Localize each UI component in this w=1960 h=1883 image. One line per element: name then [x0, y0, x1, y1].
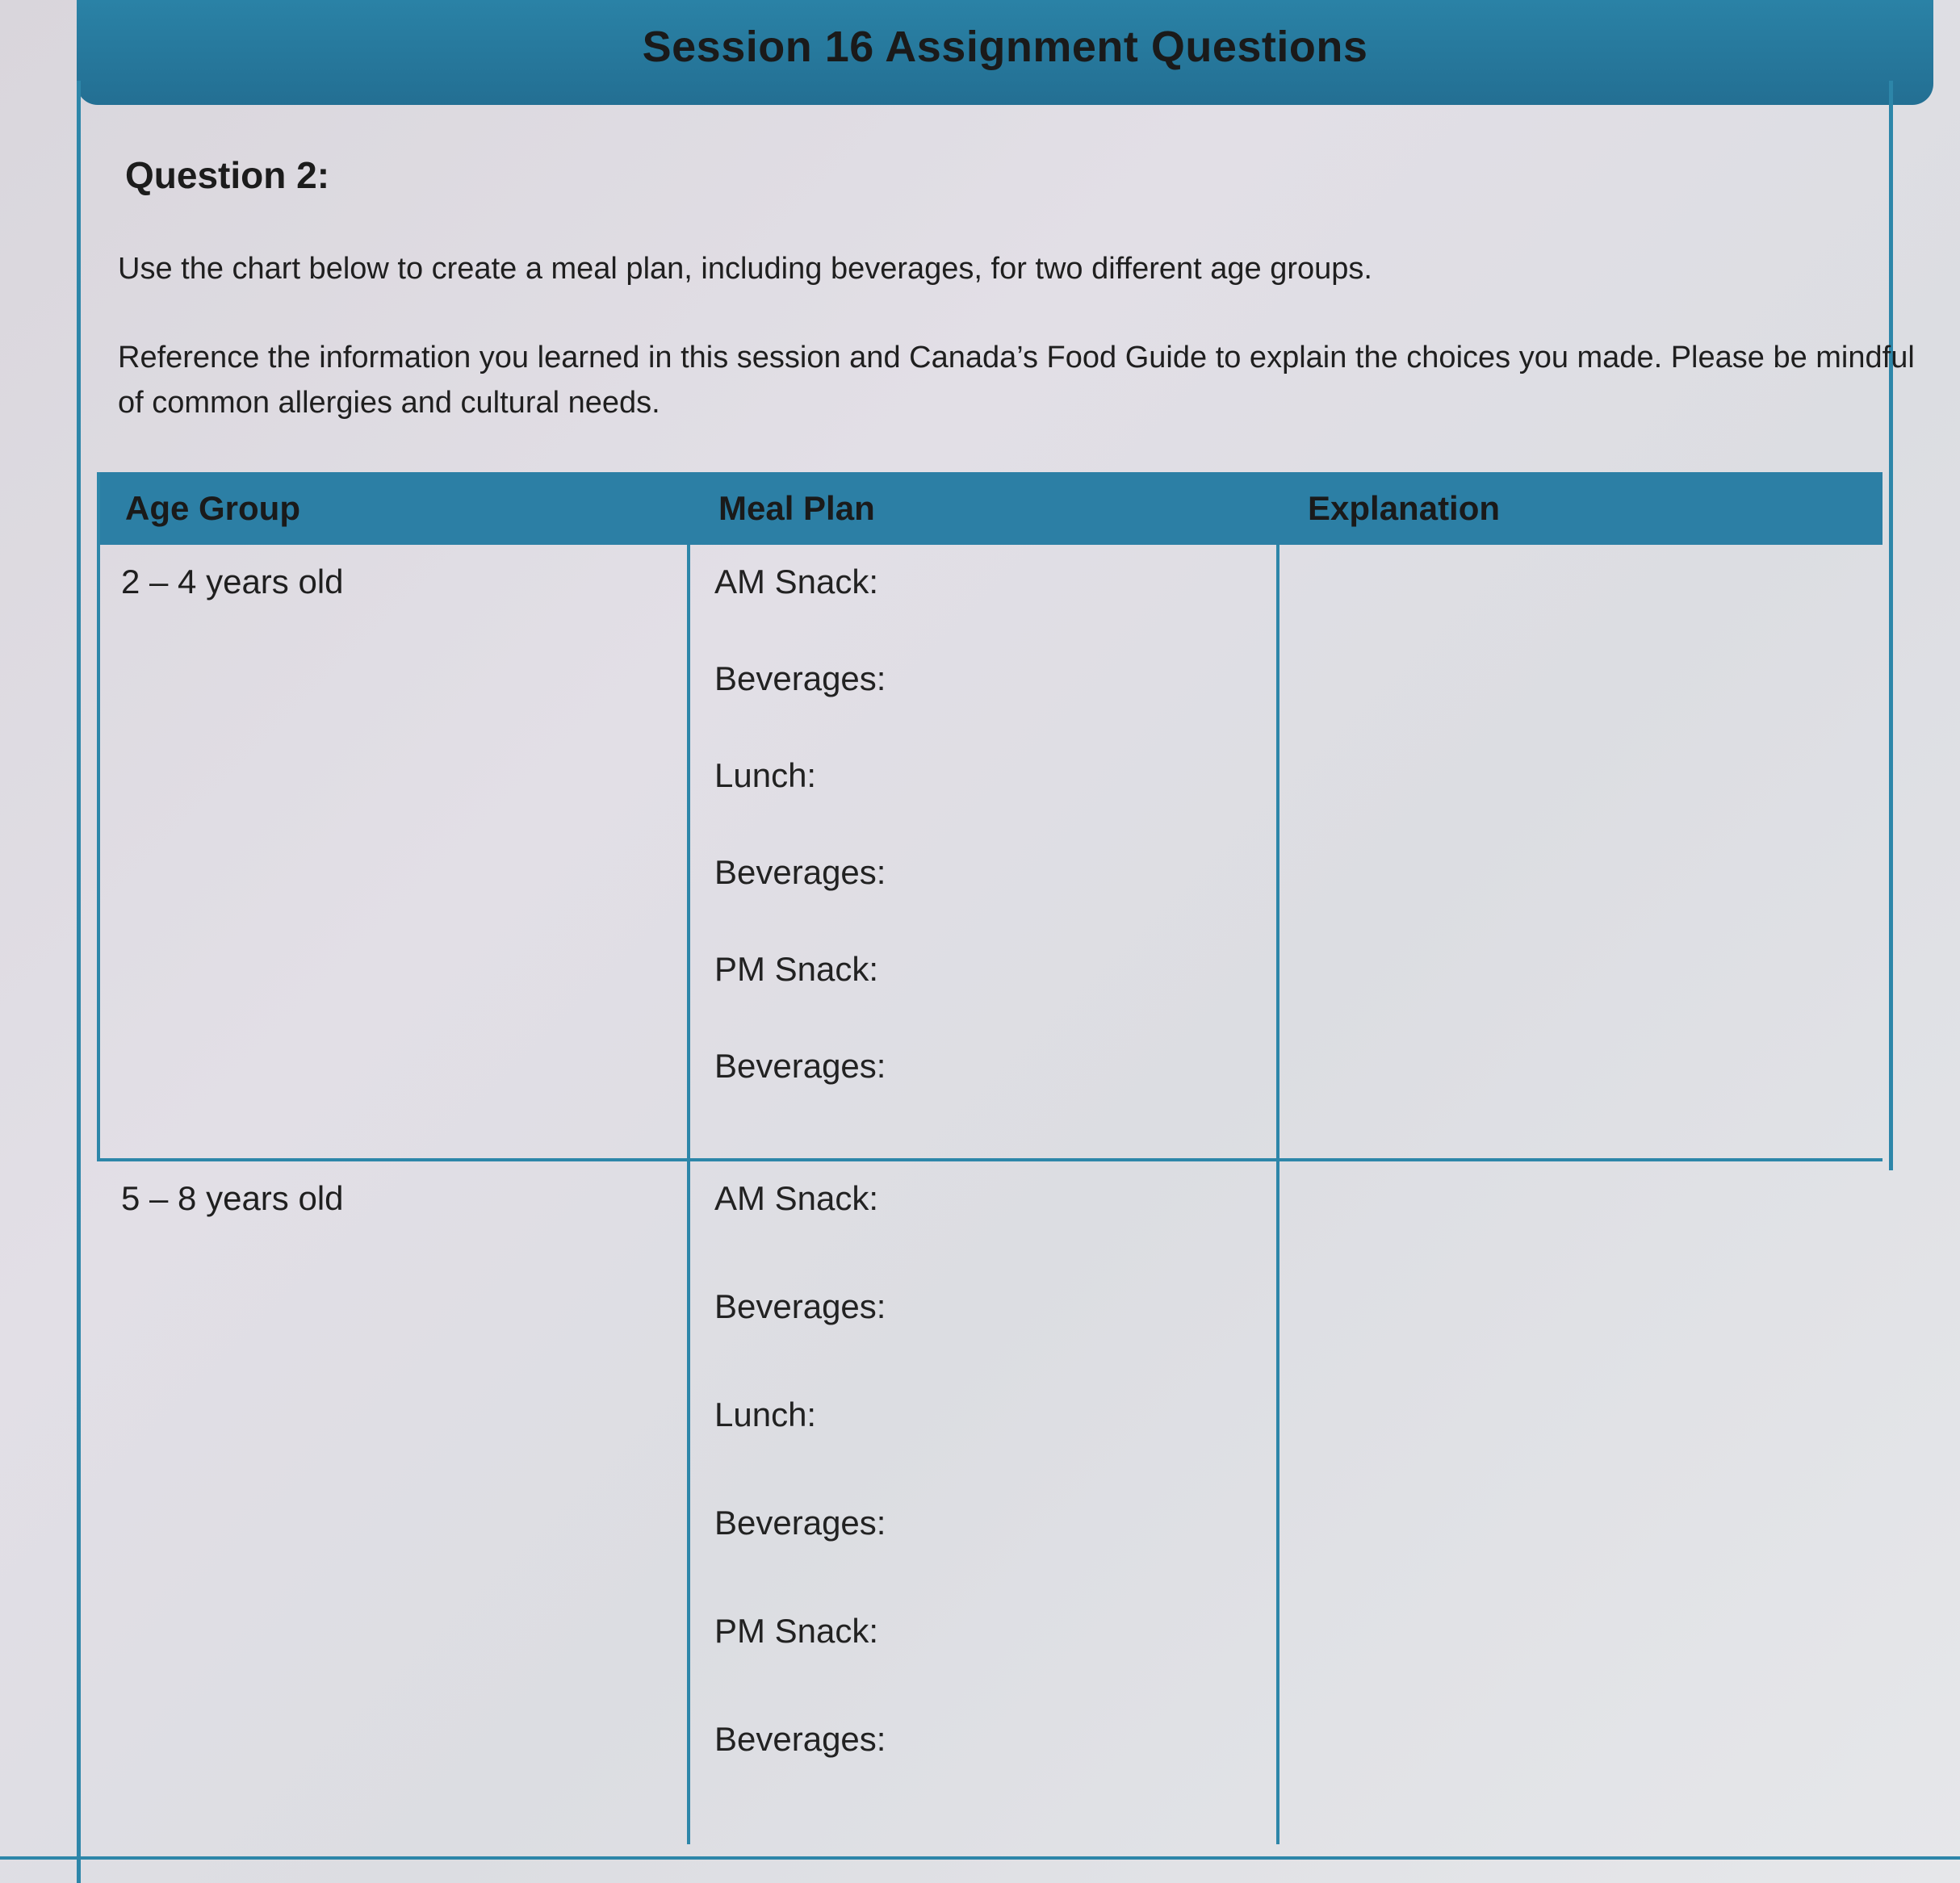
meal-item-beverages: Beverages: [714, 1047, 886, 1085]
meal-plan-cell[interactable] [690, 545, 1279, 1158]
meal-item-beverages: Beverages: [714, 1287, 886, 1325]
table-border-left [97, 472, 100, 1158]
table-row [97, 545, 1883, 1158]
header-explanation: Explanation [1308, 489, 1501, 527]
page-title: Session 16 Assignment Questions [642, 23, 1368, 71]
meal-item-lunch: Lunch: [714, 1396, 817, 1433]
table-bottom-border [0, 1856, 1960, 1860]
age-group-label: 5 – 8 years old [121, 1179, 344, 1217]
meal-item-beverages: Beverages: [714, 853, 886, 891]
header-bar [77, 0, 1933, 105]
meal-item-beverages: Beverages: [714, 659, 886, 697]
meal-plan-table [97, 472, 1883, 1844]
instruction-text-1: Use the chart below to create a meal plan, including beverages, for two different age groups. [118, 252, 1372, 286]
frame-border-right [1889, 81, 1893, 1170]
meal-item-am-snack: AM Snack: [714, 1179, 879, 1217]
age-group-cell [97, 545, 690, 1158]
instruction-text-2: Reference the information you learned in this session and Canada’s Food Guide to explain the choices you made. Please be mindful of common allergies and cultural needs. [118, 341, 1915, 420]
table-row [97, 1158, 1883, 1844]
header-age-group: Age Group [125, 489, 300, 527]
header-meal-plan: Meal Plan [718, 489, 875, 527]
meal-plan-cell[interactable] [690, 1161, 1279, 1844]
age-group-cell [97, 1161, 690, 1844]
meal-plan-list [714, 1179, 886, 1828]
meal-item-beverages: Beverages: [714, 1504, 886, 1542]
meal-item-pm-snack: PM Snack: [714, 1612, 879, 1650]
explanation-cell[interactable] [1279, 1161, 1883, 1844]
meal-item-lunch: Lunch: [714, 756, 817, 794]
explanation-cell[interactable] [1279, 545, 1883, 1158]
table-header-row [97, 472, 1883, 545]
age-group-label: 2 – 4 years old [121, 563, 344, 600]
meal-plan-list [714, 563, 886, 1144]
meal-item-beverages: Beverages: [714, 1720, 886, 1758]
meal-item-am-snack: AM Snack: [714, 563, 879, 600]
frame-border-left [77, 81, 81, 1883]
document-page [32, 0, 1928, 1883]
question-title: Question 2: [125, 154, 330, 196]
meal-item-pm-snack: PM Snack: [714, 950, 879, 988]
